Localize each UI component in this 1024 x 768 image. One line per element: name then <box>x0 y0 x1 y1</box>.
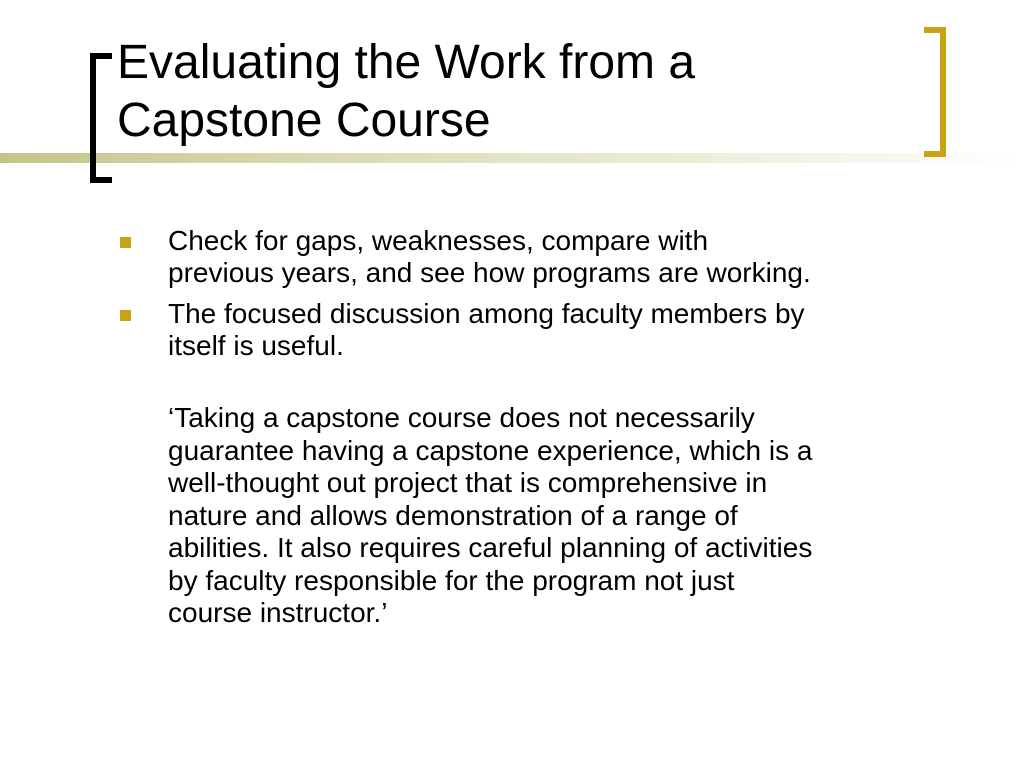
bullet-item-2 <box>116 298 976 362</box>
bullet-line: Check for gaps, weaknesses, compare with <box>168 225 709 256</box>
bullet-line: itself is useful. <box>168 330 344 361</box>
left-bracket-decoration <box>90 53 112 183</box>
bullet-text <box>168 298 976 362</box>
title-line-2: Capstone Course <box>117 94 491 147</box>
quote-line: guarantee having a capstone experience, which is a <box>168 434 813 466</box>
quote-line: well-thought out project that is comprehensive in <box>168 467 768 498</box>
title-line-1: Evaluating the Work from a <box>117 36 696 89</box>
title-band <box>0 153 1024 163</box>
bullet-line: The focused discussion among faculty members by <box>168 298 805 329</box>
slide-title <box>117 34 917 150</box>
square-bullet-icon <box>120 310 131 321</box>
bullet-line: previous years, and see how programs are working. <box>168 257 811 288</box>
quote-line: by faculty responsible for the program not just <box>168 564 735 596</box>
right-bracket-decoration <box>924 27 946 157</box>
quote-line: nature and allows demonstration of a range of <box>168 499 738 531</box>
bullet-text <box>168 225 976 289</box>
quote-paragraph <box>116 402 976 630</box>
quote-line: course instructor.’ <box>168 597 388 628</box>
slide-content <box>116 225 976 630</box>
quote-line: abilities. It also requires careful planning of activities <box>168 532 813 563</box>
bullet-item-1 <box>116 225 976 289</box>
quote-line: ‘Taking a capstone course does not necessarily <box>168 402 755 433</box>
square-bullet-icon <box>120 237 131 248</box>
